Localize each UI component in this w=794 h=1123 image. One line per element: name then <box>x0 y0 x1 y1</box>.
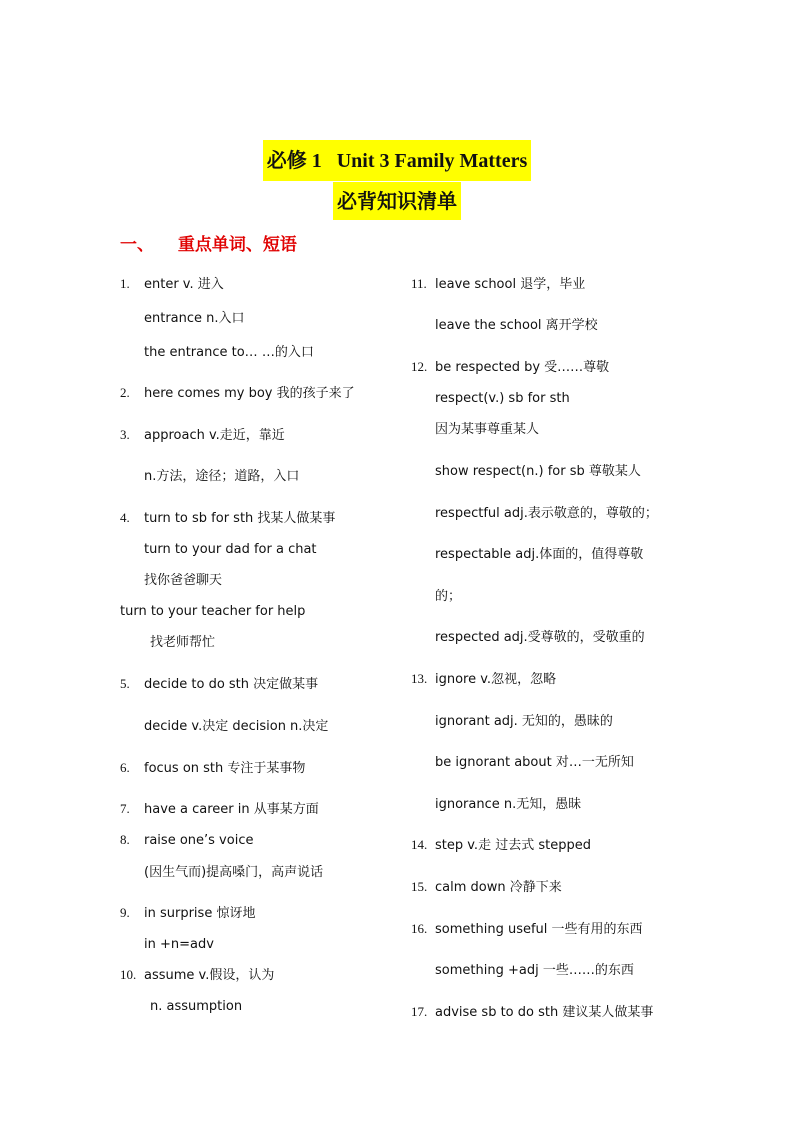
line-text: show respect(n.) for sb 尊敬某人 <box>435 464 641 479</box>
line-text: 找老师帮忙 <box>150 635 216 650</box>
list-item-sub <box>435 503 658 524</box>
line-text: ignorant adj. 无知的，愚昧的 <box>435 714 613 729</box>
line-text: entrance n.入口 <box>144 311 245 326</box>
line-text: turn to your dad for a chat <box>144 542 317 557</box>
section-heading <box>120 230 297 255</box>
page-title <box>263 140 532 181</box>
title-unit: Unit 3 Family Matters <box>336 150 528 172</box>
list-item: 8. raise one’s voice <box>120 832 254 848</box>
line-text: in +n=adv <box>144 937 214 952</box>
list-item: 11. leave school 退学，毕业 <box>411 276 586 292</box>
list-item-sub <box>435 461 641 482</box>
list-item: 3. approach v.走近，靠近 <box>120 427 285 443</box>
line-text: leave school 退学，毕业 <box>435 277 586 292</box>
list-item-sub <box>150 996 242 1017</box>
line-text: 找你爸爸聊天 <box>144 573 223 588</box>
subtitle-block <box>0 182 794 220</box>
line-text: respect(v.) sb for sth <box>435 391 570 406</box>
line-text: turn to your teacher for help <box>120 604 306 619</box>
list-item-sub <box>144 308 245 329</box>
list-item: 15. calm down 冷静下来 <box>411 879 562 895</box>
line-text: approach v.走近，靠近 <box>144 428 285 443</box>
line-text: respectful adj.表示敬意的，尊敬的； <box>435 506 658 521</box>
list-item: 5. decide to do sth 决定做某事 <box>120 676 319 692</box>
list-item-sub <box>144 466 299 487</box>
title-prefix: 必修 <box>266 148 307 172</box>
list-item-sub <box>435 544 643 565</box>
list-item: 10. assume v.假设，认为 <box>120 967 275 983</box>
line-text: respectable adj.体面的，值得尊敬 <box>435 547 644 562</box>
list-item: 17. advise sb to do sth 建议某人做某事 <box>411 1004 654 1020</box>
list-item-sub <box>435 794 581 815</box>
list-item-sub <box>144 934 214 955</box>
list-item: 16. something useful 一些有用的东西 <box>411 921 643 937</box>
line-text: decide to do sth 决定做某事 <box>144 677 319 692</box>
line-text: step v.走 过去式 stepped <box>435 838 591 853</box>
list-item-sub <box>435 419 539 440</box>
list-item-sub <box>435 960 634 981</box>
line-text: enter v. 进入 <box>144 277 224 292</box>
line-text: the entrance to… …的入口 <box>144 345 314 360</box>
line-text: be respected by 受……尊敬 <box>435 360 610 375</box>
line-text: raise one’s voice <box>144 833 254 848</box>
list-item: 9. in surprise 惊讶地 <box>120 905 256 921</box>
list-item-sub <box>144 342 314 363</box>
line-text: ignorance n.无知，愚昧 <box>435 797 582 812</box>
list-item-sub <box>435 627 645 648</box>
line-text: something useful 一些有用的东西 <box>435 922 643 937</box>
list-item-sub <box>435 388 570 409</box>
list-item-sub <box>435 752 634 773</box>
line-text: n.方法，途径；道路，入口 <box>144 469 300 484</box>
section-label: 重点单词、短语 <box>177 235 297 255</box>
list-item: 6. focus on sth 专注于某事物 <box>120 760 306 776</box>
list-item: 13. ignore v.忽视，忽略 <box>411 671 557 687</box>
list-item: 12. be respected by 受……尊敬 <box>411 359 610 375</box>
line-text: focus on sth 专注于某事物 <box>144 761 306 776</box>
list-item-sub <box>144 862 323 883</box>
page-subtitle: 必背知识清单 <box>333 182 461 220</box>
line-text: here comes my boy 我的孩子来了 <box>144 386 355 401</box>
list-item: 4. turn to sb for sth 找某人做某事 <box>120 510 336 526</box>
line-text: 的； <box>435 589 462 604</box>
line-text: calm down 冷静下来 <box>435 880 562 895</box>
line-text: turn to sb for sth 找某人做某事 <box>144 511 336 526</box>
line-text: have a career in 从事某方面 <box>144 802 319 817</box>
list-item-sub <box>435 586 461 607</box>
section-number: 一、 <box>120 235 154 255</box>
list-item: 1. enter v. 进入 <box>120 276 224 292</box>
line-text: in surprise 惊讶地 <box>144 906 256 921</box>
line-text: something +adj 一些……的东西 <box>435 963 634 978</box>
list-item-sub <box>435 711 613 732</box>
line-text: 因为某事尊重某人 <box>435 422 540 437</box>
title-number: 1 <box>311 150 322 172</box>
line-text: ignore v.忽视，忽略 <box>435 672 557 687</box>
list-item-sub <box>120 601 305 622</box>
list-item: 7. have a career in 从事某方面 <box>120 801 319 817</box>
line-text: advise sb to do sth 建议某人做某事 <box>435 1005 654 1020</box>
line-text: (因生气而)提高嗓门，高声说话 <box>144 865 324 880</box>
line-text: decide v.决定 decision n.决定 <box>144 719 329 734</box>
list-item-sub <box>144 570 222 591</box>
title-block <box>0 140 794 181</box>
line-text: be ignorant about 对…一无所知 <box>435 755 634 770</box>
list-item: 14. step v.走 过去式 stepped <box>411 837 591 853</box>
list-item: 2. here comes my boy 我的孩子来了 <box>120 385 355 401</box>
list-item-sub <box>435 315 598 336</box>
list-item-sub <box>150 632 215 653</box>
line-text: n. assumption <box>150 999 243 1014</box>
line-text: leave the school 离开学校 <box>435 318 598 333</box>
list-item-sub <box>144 716 328 737</box>
line-text: respected adj.受尊敬的，受敬重的 <box>435 630 645 645</box>
line-text: assume v.假设，认为 <box>144 968 275 983</box>
list-item-sub <box>144 539 317 560</box>
